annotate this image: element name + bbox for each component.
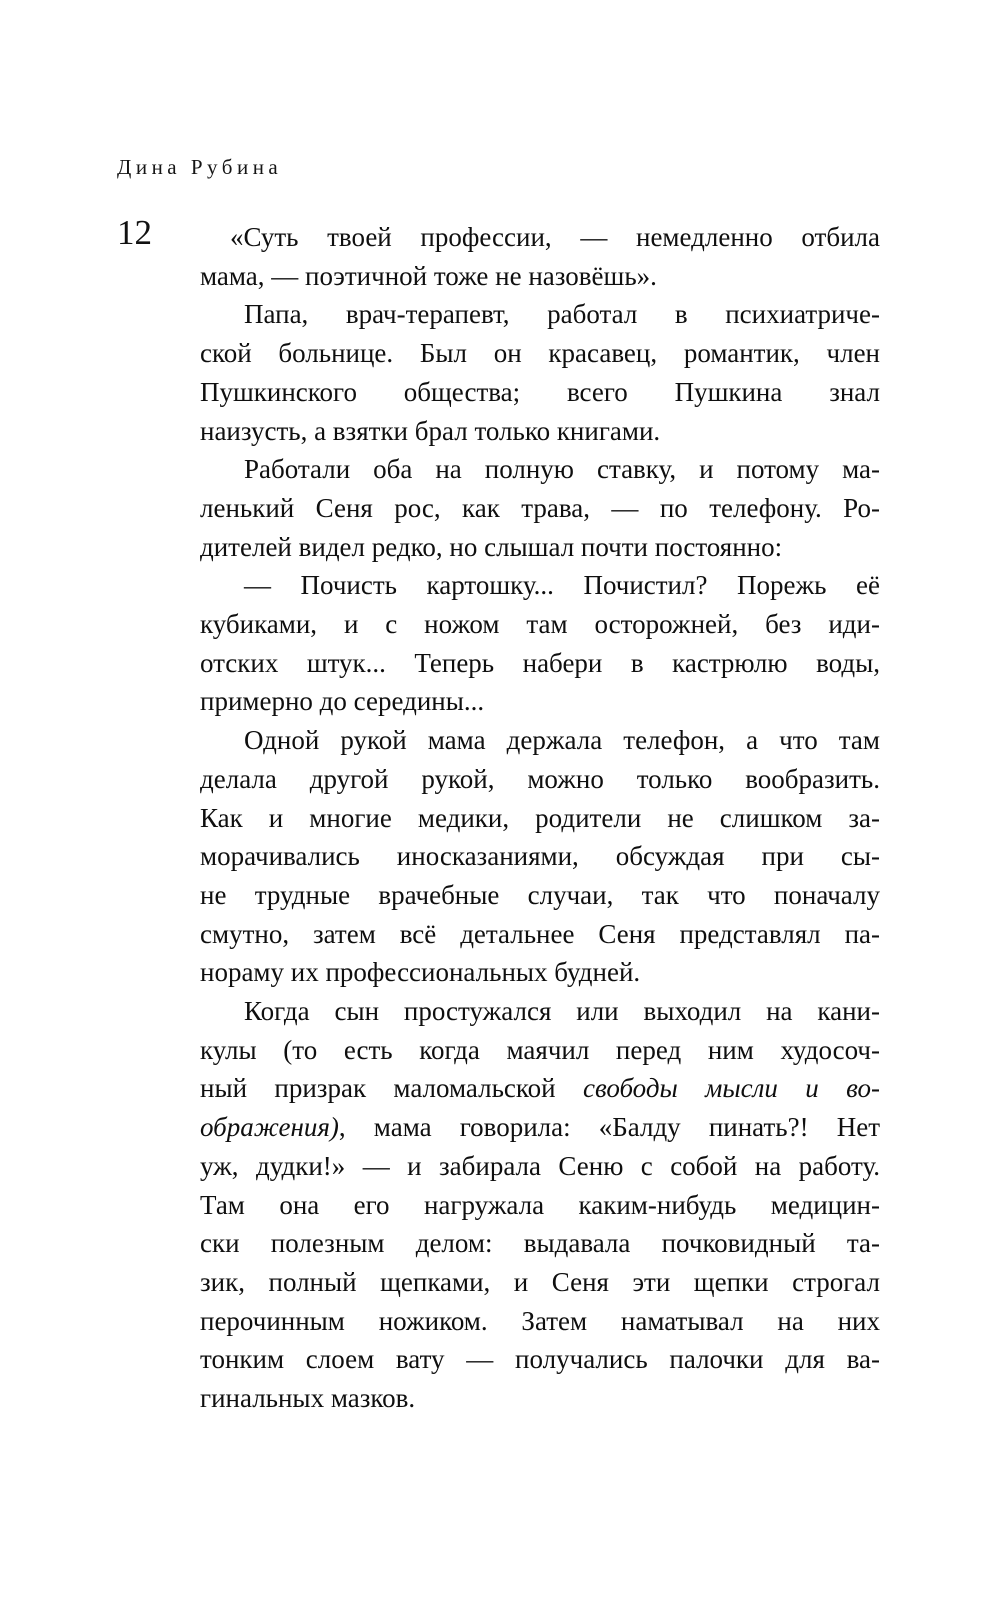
text-line (200, 566, 880, 605)
text-line (200, 1302, 880, 1341)
text-segment: Когда сын простужался или выходил на кани- (244, 996, 880, 1027)
text-segment: перочинным ножиком. Затем наматывал на них (200, 1305, 880, 1336)
text-line (200, 992, 880, 1031)
text-line (200, 450, 880, 489)
text-line (200, 837, 880, 876)
text-segment: тонким слоем вату — получались палочки для ва- (200, 1344, 880, 1375)
text-line (200, 721, 880, 760)
text-segment: гинальных мазков. (200, 1383, 416, 1414)
text-segment: нораму их профессиональных будней. (200, 957, 641, 988)
text-line (200, 760, 880, 799)
text-line (200, 915, 880, 954)
text-segment: ски полезным делом: выдавала почковидный та- (200, 1228, 880, 1259)
page-number: 12 (117, 213, 152, 252)
text-line (200, 799, 880, 838)
text-segment: «Суть твоей профессии, — немедленно отбила (230, 222, 880, 252)
text-segment: мама, — поэтичной тоже не назовёшь». (200, 260, 657, 291)
text-line (200, 605, 880, 644)
text-line (200, 682, 880, 721)
text-line (200, 257, 880, 296)
text-segment: кубиками, и с ножом там осторожней, без иди- (200, 609, 880, 640)
text-segment: ный призрак маломальской (200, 1073, 583, 1104)
text-segment: Как и многие медики, родители не слишком за- (200, 802, 880, 833)
author-header: Дина Рубина (117, 155, 283, 179)
text-segment: не трудные врачебные случаи, так что поначалу (200, 879, 880, 910)
text-segment: Работали оба на полную ставку, и потому ма- (244, 454, 880, 485)
text-line (200, 1186, 880, 1225)
text-line (200, 412, 880, 451)
text-line (200, 1379, 880, 1418)
text-line (200, 953, 880, 992)
text-line (200, 1069, 880, 1108)
text-segment-italic: ображения) (200, 1112, 339, 1143)
text-segment: зик, полный щепками, и Сеня эти щепки строгал (200, 1266, 880, 1297)
text-line (200, 218, 880, 257)
text-segment-italic: свободы мысли и во- (582, 1073, 880, 1104)
text-line (200, 1340, 880, 1379)
text-segment: Одной рукой мама держала телефон, а что там (244, 725, 880, 756)
text-segment: смутно, затем всё детальнее Сеня представлял па- (200, 918, 880, 949)
text-line (200, 1263, 880, 1302)
text-segment: морачивались иносказаниями, обсуждая при сы- (200, 841, 880, 872)
text-segment: , мама говорила: «Балду пинать?! Нет (338, 1112, 880, 1143)
text-line (200, 334, 880, 373)
text-line (200, 373, 880, 412)
text-segment: уж, дудки!» — и забирала Сеню с собой на работу. (200, 1150, 880, 1181)
text-segment: ленький Сеня рос, как трава, — по телефону. Ро- (200, 492, 880, 523)
text-segment: ской больнице. Был он красавец, романтик, член (200, 338, 880, 369)
text-line (200, 1224, 880, 1263)
text-line (200, 876, 880, 915)
text-line (200, 528, 880, 567)
text-line (200, 489, 880, 528)
text-segment: Там она его нагружала каким-нибудь медицин- (200, 1189, 880, 1220)
text-segment: дителей видел редко, но слышал почти постоянно: (200, 531, 783, 562)
text-segment: Пушкинского общества; всего Пушкина знал (200, 376, 880, 407)
text-line (200, 1108, 880, 1147)
text-segment: кулы (то есть когда маячил перед ним худосоч- (200, 1034, 880, 1065)
text-line (200, 1147, 880, 1186)
text-block (200, 218, 880, 1418)
text-line (200, 1031, 880, 1070)
text-segment: Папа, врач-терапевт, работал в психиатриче- (244, 299, 880, 330)
text-segment: наизусть, а взятки брал только книгами. (200, 415, 661, 446)
text-segment: делала другой рукой, можно только вообразить. (200, 763, 880, 794)
text-segment: отских штук... Теперь набери в кастрюлю воды, (200, 647, 880, 678)
text-line (200, 295, 880, 334)
text-segment: примерно до середины... (200, 686, 485, 717)
text-segment: — Почисть картошку... Почистил? Порежь её (244, 570, 880, 601)
text-line (200, 644, 880, 683)
